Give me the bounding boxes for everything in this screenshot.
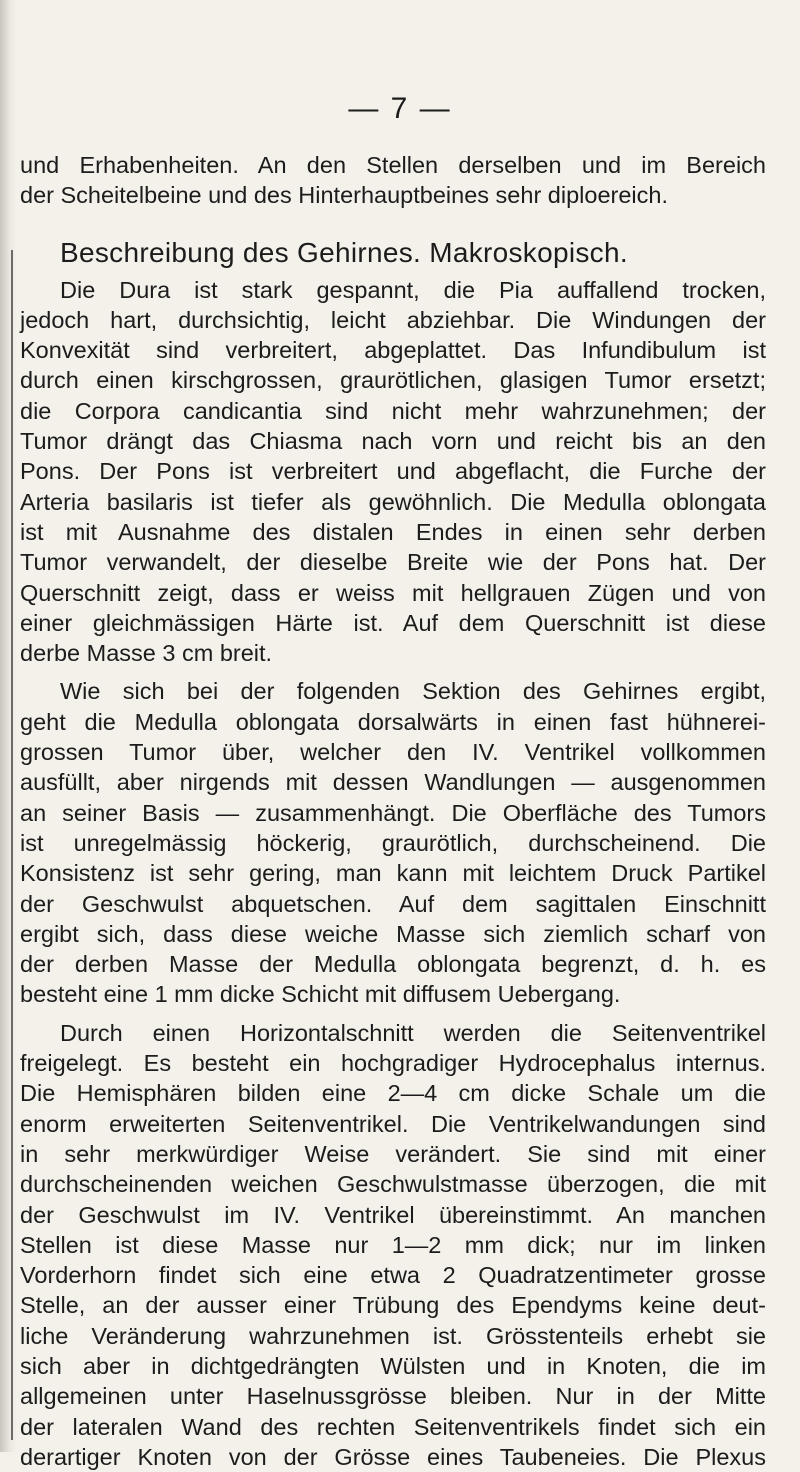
page-binding-edge: [11, 250, 13, 1440]
text-line: sich aber in dichtgedrängten Wülsten und in Knoten, die im: [20, 1352, 766, 1379]
text-line: ist unregelmässig höckerig, graurötlich, durchscheinend. Die: [20, 829, 766, 856]
text-line: Arteria basilaris ist tiefer als gewöhnlich. Die Medulla oblongata: [20, 488, 766, 515]
section-heading: Beschreibung des Gehirnes. Makroskopisch.: [60, 236, 628, 268]
paragraph: [20, 1018, 766, 1472]
text-line: Konvexität sind verbreitert, abgeplattet. Das Infundibulum ist: [20, 337, 766, 364]
text-line: an seiner Basis — zusammenhängt. Die Oberfläche des Tumors: [20, 799, 766, 826]
text-line: derbe Masse 3 cm breit.: [20, 640, 273, 667]
text-line: Tumor verwandelt, der dieselbe Breite wie der Pons hat. Der: [20, 549, 766, 576]
text-line: grossen Tumor über, welcher den IV. Ventrikel vollkommen: [20, 739, 766, 766]
paragraphs: [20, 275, 766, 1472]
intro-text: [20, 150, 766, 211]
page-body: [20, 150, 766, 1472]
text-line: durchscheinenden weichen Geschwulstmasse überzogen, die mit: [20, 1171, 766, 1198]
page-number: — 7 —: [348, 92, 452, 125]
text-line: einer gleichmässigen Härte ist. Auf dem Querschnitt ist diese: [20, 609, 766, 636]
text-line: Wie sich bei der folgenden Sektion des Gehirnes ergibt,: [60, 678, 766, 705]
text-line: Die Dura ist stark gespannt, die Pia auffallend trocken,: [60, 276, 766, 303]
text-line: ausfüllt, aber nirgends mit dessen Wandlungen — ausgenommen: [20, 769, 766, 796]
text-line: der Geschwulst im IV. Ventrikel übereinstimmt. An manchen: [20, 1201, 766, 1228]
text-line: durch einen kirschgrossen, graurötlichen, glasigen Tumor ersetzt;: [20, 367, 766, 394]
text-line: Stellen ist diese Masse nur 1—2 mm dick; nur im linken: [20, 1231, 766, 1258]
text-line: enorm erweiterten Seitenventrikel. Die Ventrikelwandungen sind: [20, 1110, 766, 1137]
text-line: Tumor drängt das Chiasma nach vorn und reicht bis an den: [20, 428, 766, 455]
text-line: der Scheitelbeine und des Hinterhauptbeines sehr diploereich.: [20, 182, 668, 209]
text-line: Vorderhorn findet sich eine etwa 2 Quadratzentimeter grosse: [20, 1262, 766, 1289]
text-line: ist mit Ausnahme des distalen Endes in einen sehr derben: [20, 518, 766, 545]
text-line: allgemeinen unter Haselnussgrösse bleiben. Nur in der Mitte: [20, 1383, 766, 1410]
text-line: Querschnitt zeigt, dass er weiss mit hellgrauen Zügen und von: [20, 579, 766, 606]
text-line: liche Veränderung wahrzunehmen ist. Grösstenteils erhebt sie: [20, 1322, 766, 1349]
text-line: ergibt sich, dass diese weiche Masse sich ziemlich scharf von: [20, 920, 766, 947]
text-line: freigelegt. Es besteht ein hochgradiger Hydrocephalus internus.: [20, 1050, 766, 1077]
text-line: der lateralen Wand des rechten Seitenventrikels findet sich ein: [20, 1413, 766, 1440]
text-line: Stelle, an der ausser einer Trübung des Ependyms keine deut-: [20, 1292, 766, 1319]
text-line: besteht eine 1 mm dicke Schicht mit diffusem Uebergang.: [20, 981, 621, 1008]
paragraph: [20, 275, 766, 669]
text-line: der Geschwulst abquetschen. Auf dem sagittalen Einschnitt: [20, 890, 766, 917]
text-line: Durch einen Horizontalschnitt werden die Seitenventrikel: [60, 1019, 766, 1046]
text-line: der derben Masse der Medulla oblongata begrenzt, d. h. es: [20, 951, 766, 978]
text-line: derartiger Knoten von der Grösse eines Taubeneies. Die Plexus: [20, 1443, 766, 1470]
text-line: geht die Medulla oblongata dorsalwärts in einen fast hühnerei-: [20, 708, 766, 735]
paragraph: [20, 676, 766, 1009]
text-line: Pons. Der Pons ist verbreitert und abgeflacht, die Furche der: [20, 458, 766, 485]
text-line: jedoch hart, durchsichtig, leicht abziehbar. Die Windungen der: [20, 306, 766, 333]
text-line: in sehr merkwürdiger Weise verändert. Sie sind mit einer: [20, 1140, 766, 1167]
text-line: Die Hemisphären bilden eine 2—4 cm dicke Schale um die: [20, 1080, 766, 1107]
page-binding-shadow: [0, 0, 16, 1452]
text-line: die Corpora candicantia sind nicht mehr wahrzunehmen; der: [20, 397, 766, 424]
text-line: Konsistenz ist sehr gering, man kann mit leichtem Druck Partikel: [20, 860, 766, 887]
text-line: und Erhabenheiten. An den Stellen derselben und im Bereich: [20, 152, 766, 178]
